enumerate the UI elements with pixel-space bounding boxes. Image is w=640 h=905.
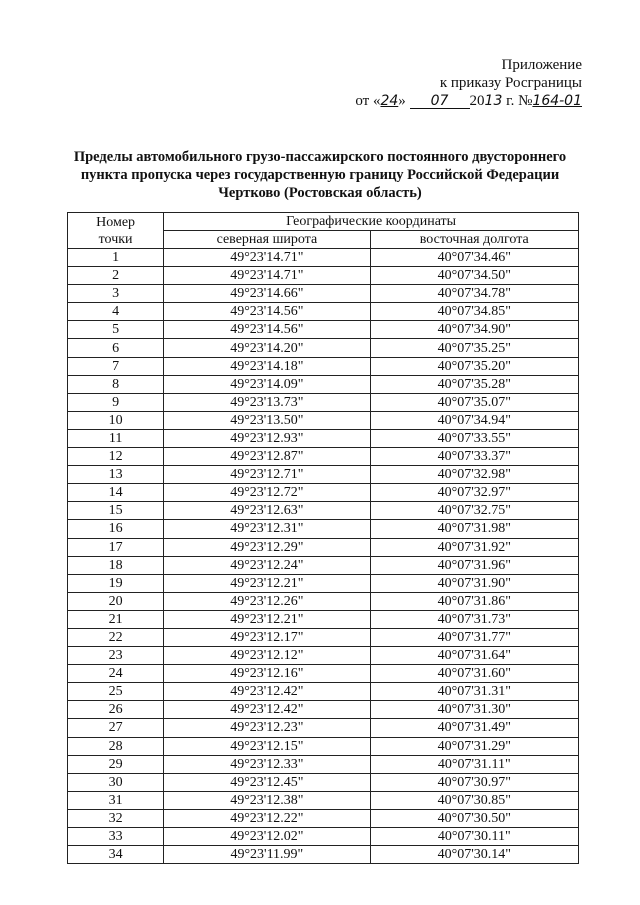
latitude-cell: 49°23'12.12" (164, 647, 370, 665)
table-row (68, 846, 579, 864)
coordinates-table (67, 212, 579, 864)
table-row (68, 574, 579, 592)
longitude-cell: 40°07'31.73" (370, 610, 578, 628)
latitude-cell: 49°23'12.33" (164, 755, 370, 773)
point-number-cell: 27 (68, 719, 164, 737)
title-line-2: пункта пропуска через государственную границу Российской Федерации (80, 167, 560, 183)
point-number-cell: 2 (68, 267, 164, 285)
longitude-cell: 40°07'31.77" (370, 628, 578, 646)
table-row (68, 249, 579, 267)
table-row (68, 393, 579, 411)
longitude-cell: 40°07'34.50" (370, 267, 578, 285)
latitude-cell: 49°23'12.93" (164, 429, 370, 447)
latitude-cell: 49°23'12.71" (164, 466, 370, 484)
table-row (68, 303, 579, 321)
table-row (68, 321, 579, 339)
point-number-cell: 9 (68, 393, 164, 411)
order-date-number (355, 92, 582, 110)
longitude-cell: 40°07'31.49" (370, 719, 578, 737)
longitude-cell: 40°07'34.94" (370, 411, 578, 429)
point-number-cell: 32 (68, 809, 164, 827)
point-number-cell: 26 (68, 701, 164, 719)
point-number-cell: 1 (68, 249, 164, 267)
latitude-cell: 49°23'12.02" (164, 828, 370, 846)
table-row (68, 429, 579, 447)
longitude-cell: 40°07'31.64" (370, 647, 578, 665)
longitude-cell: 40°07'31.30" (370, 701, 578, 719)
point-number-cell: 16 (68, 520, 164, 538)
latitude-cell: 49°23'14.18" (164, 357, 370, 375)
latitude-cell: 49°23'12.23" (164, 719, 370, 737)
date-prefix: от « (355, 93, 381, 109)
table-body (68, 249, 579, 864)
point-number-cell: 5 (68, 321, 164, 339)
point-number-cell: 34 (68, 846, 164, 864)
date-day: 24 (380, 93, 399, 109)
latitude-cell: 49°23'12.21" (164, 574, 370, 592)
table-row (68, 520, 579, 538)
point-number-cell: 33 (68, 828, 164, 846)
table-row (68, 665, 579, 683)
year-prefix: 20 (469, 93, 485, 109)
document-title (40, 148, 600, 202)
table-row (68, 791, 579, 809)
table-row (68, 701, 579, 719)
latitude-cell: 49°23'12.63" (164, 502, 370, 520)
table-row (68, 773, 579, 791)
longitude-cell: 40°07'31.60" (370, 665, 578, 683)
order-reference: к приказу Росграницы (439, 75, 582, 91)
longitude-cell: 40°07'31.90" (370, 574, 578, 592)
latitude-cell: 49°23'12.42" (164, 701, 370, 719)
point-number-cell: 24 (68, 665, 164, 683)
latitude-cell: 49°23'14.56" (164, 321, 370, 339)
table-row (68, 592, 579, 610)
longitude-cell: 40°07'30.97" (370, 773, 578, 791)
longitude-cell: 40°07'35.07" (370, 393, 578, 411)
col-header-number-line1: Номер (96, 214, 136, 230)
table-row (68, 285, 579, 303)
point-number-cell: 25 (68, 683, 164, 701)
latitude-cell: 49°23'14.56" (164, 303, 370, 321)
longitude-cell: 40°07'35.28" (370, 375, 578, 393)
table-row (68, 719, 579, 737)
table-row (68, 647, 579, 665)
latitude-cell: 49°23'12.17" (164, 628, 370, 646)
latitude-cell: 49°23'12.72" (164, 484, 370, 502)
longitude-cell: 40°07'34.46" (370, 249, 578, 267)
longitude-cell: 40°07'31.11" (370, 755, 578, 773)
table-row (68, 339, 579, 357)
latitude-cell: 49°23'14.66" (164, 285, 370, 303)
table-row (68, 628, 579, 646)
point-number-cell: 11 (68, 429, 164, 447)
col-header-number (68, 213, 164, 249)
table-row (68, 411, 579, 429)
longitude-cell: 40°07'30.14" (370, 846, 578, 864)
point-number-cell: 4 (68, 303, 164, 321)
point-number-cell: 20 (68, 592, 164, 610)
longitude-cell: 40°07'30.85" (370, 791, 578, 809)
col-header-lon: восточная долгота (370, 231, 578, 249)
latitude-cell: 49°23'12.21" (164, 610, 370, 628)
longitude-cell: 40°07'32.98" (370, 466, 578, 484)
latitude-cell: 49°23'13.73" (164, 393, 370, 411)
title-line-1: Пределы автомобильного грузо-пассажирского постоянного двустороннего (73, 149, 567, 165)
table-row (68, 556, 579, 574)
table-row (68, 610, 579, 628)
latitude-cell: 49°23'12.15" (164, 737, 370, 755)
date-separator: » (398, 93, 410, 109)
col-header-coords: Географические координаты (164, 213, 579, 231)
latitude-cell: 49°23'13.50" (164, 411, 370, 429)
latitude-cell: 49°23'11.99" (164, 846, 370, 864)
table-row (68, 267, 579, 285)
col-header-number-line2: точки (98, 231, 133, 247)
point-number-cell: 12 (68, 448, 164, 466)
longitude-cell: 40°07'32.97" (370, 484, 578, 502)
point-number-cell: 7 (68, 357, 164, 375)
table-row (68, 755, 579, 773)
table-row (68, 809, 579, 827)
point-number-cell: 14 (68, 484, 164, 502)
longitude-cell: 40°07'35.25" (370, 339, 578, 357)
longitude-cell: 40°07'31.31" (370, 683, 578, 701)
latitude-cell: 49°23'12.16" (164, 665, 370, 683)
longitude-cell: 40°07'34.90" (370, 321, 578, 339)
longitude-cell: 40°07'32.75" (370, 502, 578, 520)
appendix-label: Приложение (501, 57, 582, 73)
point-number-cell: 21 (68, 610, 164, 628)
point-number-cell: 8 (68, 375, 164, 393)
order-number: 164-01 (532, 93, 582, 109)
latitude-cell: 49°23'12.42" (164, 683, 370, 701)
latitude-cell: 49°23'14.71" (164, 249, 370, 267)
longitude-cell: 40°07'31.86" (370, 592, 578, 610)
longitude-cell: 40°07'34.78" (370, 285, 578, 303)
title-line-3: Чертково (Ростовская область) (218, 185, 422, 201)
longitude-cell: 40°07'33.55" (370, 429, 578, 447)
latitude-cell: 49°23'12.31" (164, 520, 370, 538)
latitude-cell: 49°23'14.20" (164, 339, 370, 357)
longitude-cell: 40°07'34.85" (370, 303, 578, 321)
longitude-cell: 40°07'31.96" (370, 556, 578, 574)
table-row (68, 538, 579, 556)
point-number-cell: 6 (68, 339, 164, 357)
latitude-cell: 49°23'12.22" (164, 809, 370, 827)
longitude-cell: 40°07'31.98" (370, 520, 578, 538)
point-number-cell: 17 (68, 538, 164, 556)
year-suffix: 13 (484, 93, 503, 109)
latitude-cell: 49°23'12.38" (164, 791, 370, 809)
table-row (68, 502, 579, 520)
longitude-cell: 40°07'30.50" (370, 809, 578, 827)
longitude-cell: 40°07'33.37" (370, 448, 578, 466)
latitude-cell: 49°23'12.24" (164, 556, 370, 574)
table-row (68, 737, 579, 755)
table-row (68, 828, 579, 846)
appendix-header (355, 56, 582, 110)
longitude-cell: 40°07'31.29" (370, 737, 578, 755)
longitude-cell: 40°07'35.20" (370, 357, 578, 375)
latitude-cell: 49°23'12.45" (164, 773, 370, 791)
table-row (68, 357, 579, 375)
table-row (68, 683, 579, 701)
latitude-cell: 49°23'12.87" (164, 448, 370, 466)
point-number-cell: 18 (68, 556, 164, 574)
point-number-cell: 19 (68, 574, 164, 592)
date-month: 07 (410, 94, 470, 109)
col-header-lat: северная широта (164, 231, 370, 249)
latitude-cell: 49°23'12.29" (164, 538, 370, 556)
latitude-cell: 49°23'12.26" (164, 592, 370, 610)
point-number-cell: 15 (68, 502, 164, 520)
table-row (68, 448, 579, 466)
table-row (68, 375, 579, 393)
number-prefix: г. № (506, 93, 533, 109)
longitude-cell: 40°07'31.92" (370, 538, 578, 556)
table-row (68, 484, 579, 502)
point-number-cell: 31 (68, 791, 164, 809)
point-number-cell: 10 (68, 411, 164, 429)
point-number-cell: 13 (68, 466, 164, 484)
point-number-cell: 23 (68, 647, 164, 665)
point-number-cell: 30 (68, 773, 164, 791)
latitude-cell: 49°23'14.09" (164, 375, 370, 393)
longitude-cell: 40°07'30.11" (370, 828, 578, 846)
point-number-cell: 28 (68, 737, 164, 755)
point-number-cell: 22 (68, 628, 164, 646)
point-number-cell: 3 (68, 285, 164, 303)
point-number-cell: 29 (68, 755, 164, 773)
table-row (68, 466, 579, 484)
table-header-row (68, 213, 579, 231)
latitude-cell: 49°23'14.71" (164, 267, 370, 285)
